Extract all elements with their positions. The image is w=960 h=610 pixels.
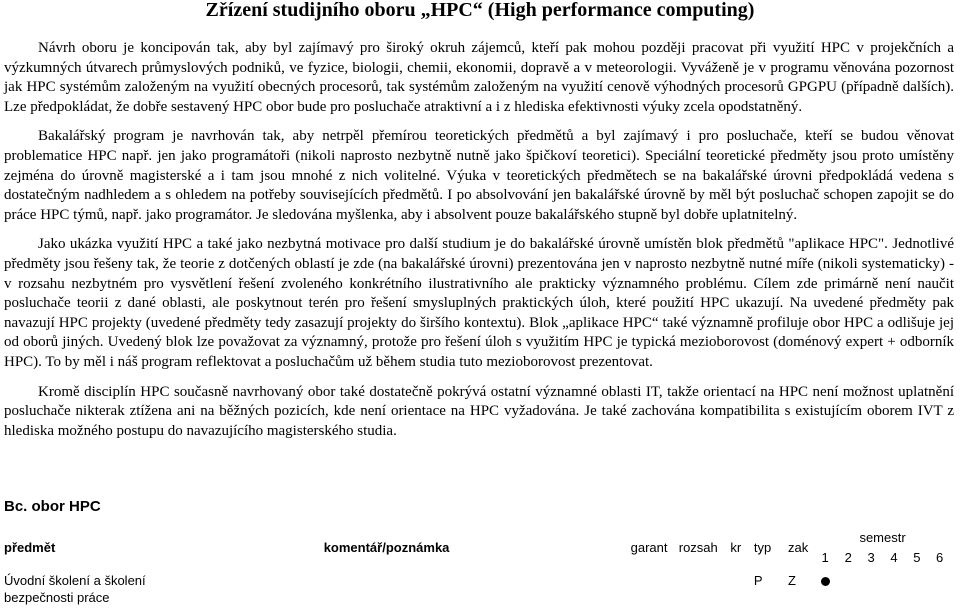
- cell-typ: P: [753, 573, 763, 588]
- col-header-semester-2: 2: [844, 549, 852, 565]
- cell-semester-5: [913, 567, 936, 610]
- paragraph: Bakalářský program je navrhován tak, aby netrpěl přemírou teoretických předmětů a byl zajímavý i pro posluchače, kteří se budou věnovat problematice HPC např. jen jako programátoři (nikoli naprosto nezbytně nutně jako špičkoví teoretici). Speciální teoretické předměty jsou proto umístěny zejména do úrovně magisterské a i tam jsou mnohé z nich volitelné. Výuka v teoretických předmětech se na bakalářské úrovni předpokládá vedena s dostatečným nadhledem a s ohledem na potřeby souvisejících předmětů. I po absolvování jen bakalářské úrovně by měl být posluchač schopen zapojit se do práce HPC týmů, např. jako programátor. Je sledována myšlenka, aby i absolvent pouze bakalářského stupně byl dobře uplatnitelný.: [4, 128, 954, 223]
- cell-kr: [730, 567, 754, 610]
- col-header-garant: garant: [630, 539, 668, 555]
- semester-dot-icon: [821, 577, 830, 586]
- table-row: [4, 567, 959, 610]
- col-header-kr: kr: [730, 539, 742, 555]
- cell-semester-6: [936, 567, 959, 610]
- document-body: [4, 39, 954, 451]
- col-header-semester-3: 3: [867, 549, 875, 565]
- cell-garant: [631, 567, 679, 610]
- col-header-semester-6: 6: [936, 549, 944, 565]
- col-header-semester-5: 5: [913, 549, 921, 565]
- col-header-komentar: komentář/poznámka: [323, 539, 450, 555]
- table-header-row: [4, 527, 959, 547]
- cell-semester-2: [845, 567, 868, 610]
- cell-semester-3: [867, 567, 890, 610]
- col-header-semestr: semestr: [859, 529, 906, 545]
- cell-komentar: [178, 567, 631, 610]
- page-title: Zřízení studijního oboru „HPC“ (High performance computing): [205, 0, 755, 21]
- cell-rozsah: [679, 567, 731, 610]
- paragraph: Kromě disciplín HPC současně navrhovaný obor také dostatečně pokrývá ostatní významné oblasti IT, takže orientací na HPC není možnost uplatnění posluchače nikterak ztížena ani na běžných pozicích, kde není orientace na HPC vyžadována. Je také zachována kompatibilita s existujícím oborem IVT z hlediska možného postupu do navazujícího magisterského studia.: [4, 383, 954, 439]
- col-header-rozsah: rozsah: [678, 539, 718, 555]
- cell-semester-4: [890, 567, 913, 610]
- paragraph: Jako ukázka využití HPC a také jako nezbytná motivace pro další studium je do bakalářské úrovně umístěn blok předmětů "aplikace HPC". Jednotlivé předměty jsou řešeny tak, že teorie z dotčených oblastí je zde (na bakalářské úrovni) prezentována jen v naprosto nezbytně nutné míře (nikoli systematicky) - v rozsahu nezbytném pro vysvětlení řešení zvoleného konkrétního ilustrativního ale prakticky významného problému. Cílem zde primárně není naučit posluchače teorii z dané oblasti, ale poskytnout terén pro řešení smysluplných praktických úloh, které použití HPC ukazují. Na uvedené předměty pak navazují HPC projekty (uvedené předměty tedy zasazují projekty do širšího kontextu). Blok „aplikace HPC“ také významně profiluje obor HPC a odlišuje jej od oborů jiných. Uvedený blok lze považovat za významný, protože pro řešení úloh s využitím HPC je typická mezioborovost (doménový expert + odborník HPC). To by měl i náš program reflektovat a posluchačům už během studia tuto mezioborovost prezentovat.: [4, 236, 954, 370]
- col-header-zak: zak: [788, 539, 809, 555]
- cell-predmet: Úvodní školení a školení bezpečnosti práce: [4, 573, 146, 605]
- cell-semester-1: [821, 567, 844, 610]
- paragraph: Návrh oboru je koncipován tak, aby byl zajímavý pro široký okruh zájemců, kteří pak mohou později pracovat při využití HPC v projekčních a výzkumných útvarech průmyslových podniků, ve fyzice, biologii, chemii, ekonomii, dopravě a v meteorologii. Vyváženě je v programu věnována pozornost jak HPC systémům založeným na využití obecných procesorů, tak systémům založeným na využití cenově výhodných procesorů GPGPU (případně dalších). Lze předpokládat, že dobře sestavený HPC obor bude pro posluchače atraktivní a i z hlediska efektivnosti výuky zcela opodstatněný.: [4, 40, 954, 115]
- course-table: [4, 527, 959, 610]
- col-header-semester-1: 1: [821, 549, 829, 565]
- cell-zak: Z: [788, 573, 796, 588]
- col-header-predmet: předmět: [4, 539, 56, 555]
- col-header-typ: typ: [753, 539, 772, 555]
- section-heading: Bc. obor HPC: [4, 498, 101, 515]
- col-header-semester-4: 4: [890, 549, 898, 565]
